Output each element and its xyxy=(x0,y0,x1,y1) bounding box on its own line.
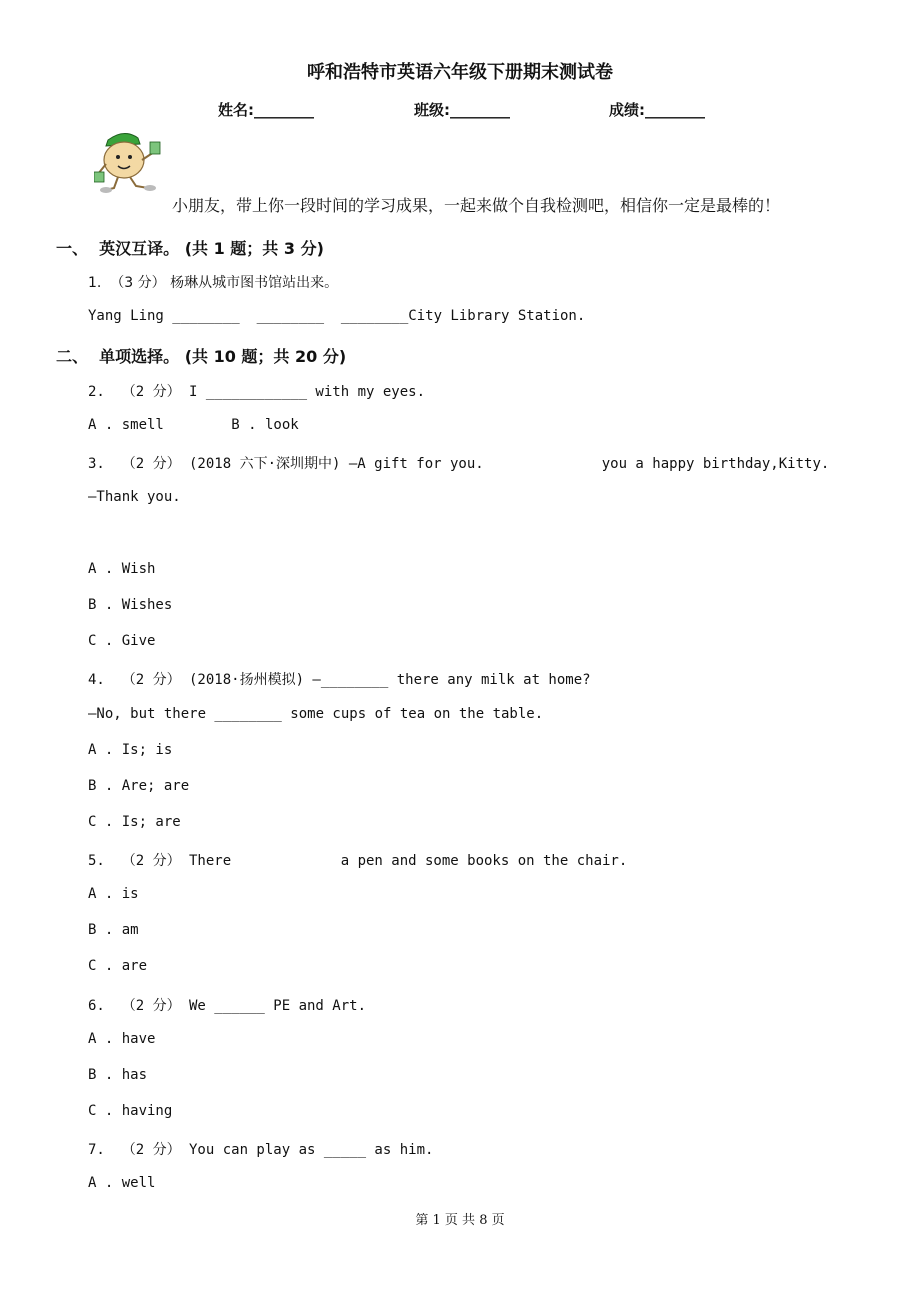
question-4-option-c: C . Is; are xyxy=(88,814,181,830)
question-4-option-b: B . Are; are xyxy=(88,778,190,794)
question-4-option-a: A . Is; is xyxy=(88,742,173,758)
question-3-option-b: B . Wishes xyxy=(88,597,173,613)
section-1-heading: 一、 英汉互译。 (共 1 题；共 3 分) xyxy=(56,239,324,258)
question-5-option-a: A . is xyxy=(88,886,139,902)
question-1-answer-line: Yang Ling ________ ________ ________City Library Station. xyxy=(88,308,586,324)
question-3-line2: —Thank you. xyxy=(88,489,181,505)
question-3-stem: 3. （2 分） (2018 六下·深圳期中) —A gift for you. you a happy birthday,Kitty. xyxy=(88,456,830,472)
question-5-option-c: C . are xyxy=(88,958,148,974)
page-title: 呼和浩特市英语六年级下册期末测试卷 xyxy=(307,62,613,83)
question-7-option-a: A . well xyxy=(88,1175,156,1191)
question-1-stem xyxy=(88,272,338,292)
name-field-label: 姓名:________ xyxy=(218,101,314,119)
question-6-option-b: B . has xyxy=(88,1067,148,1083)
question-text: 1. （3 分） 杨琳从城市图书馆站出来。 xyxy=(88,275,339,291)
question-6-option-c: C . having xyxy=(88,1103,173,1119)
page-footer: 第 1 页 共 8 页 xyxy=(415,1213,505,1228)
question-5-option-b: B . am xyxy=(88,922,139,938)
question-2-options: A . smell B . look xyxy=(88,417,299,433)
question-4-line2: —No, but there ________ some cups of tea on the table. xyxy=(88,706,544,722)
question-2-stem: 2. （2 分） I ____________ with my eyes. xyxy=(88,384,426,400)
mascot-illustration xyxy=(94,130,166,194)
class-field-label: 班级:________ xyxy=(414,101,510,119)
question-6-stem: 6. （2 分） We ______ PE and Art. xyxy=(88,998,367,1014)
question-4-stem: 4. （2 分） (2018·扬州模拟) —________ there any milk at home? xyxy=(88,672,591,688)
score-field-label: 成绩:________ xyxy=(609,101,705,119)
intro-text: 小朋友，带上你一段时间的学习成果，一起来做个自我检测吧，相信你一定是最棒的！ xyxy=(172,196,781,215)
question-6-option-a: A . have xyxy=(88,1031,156,1047)
question-3-option-a: A . Wish xyxy=(88,561,156,577)
section-2-heading: 二、 单项选择。 (共 10 题；共 20 分) xyxy=(56,347,347,366)
question-3-option-c: C . Give xyxy=(88,633,156,649)
question-5-stem: 5. （2 分） There a pen and some books on the chair. xyxy=(88,853,628,869)
question-7-stem: 7. （2 分） You can play as _____ as him. xyxy=(88,1142,434,1158)
